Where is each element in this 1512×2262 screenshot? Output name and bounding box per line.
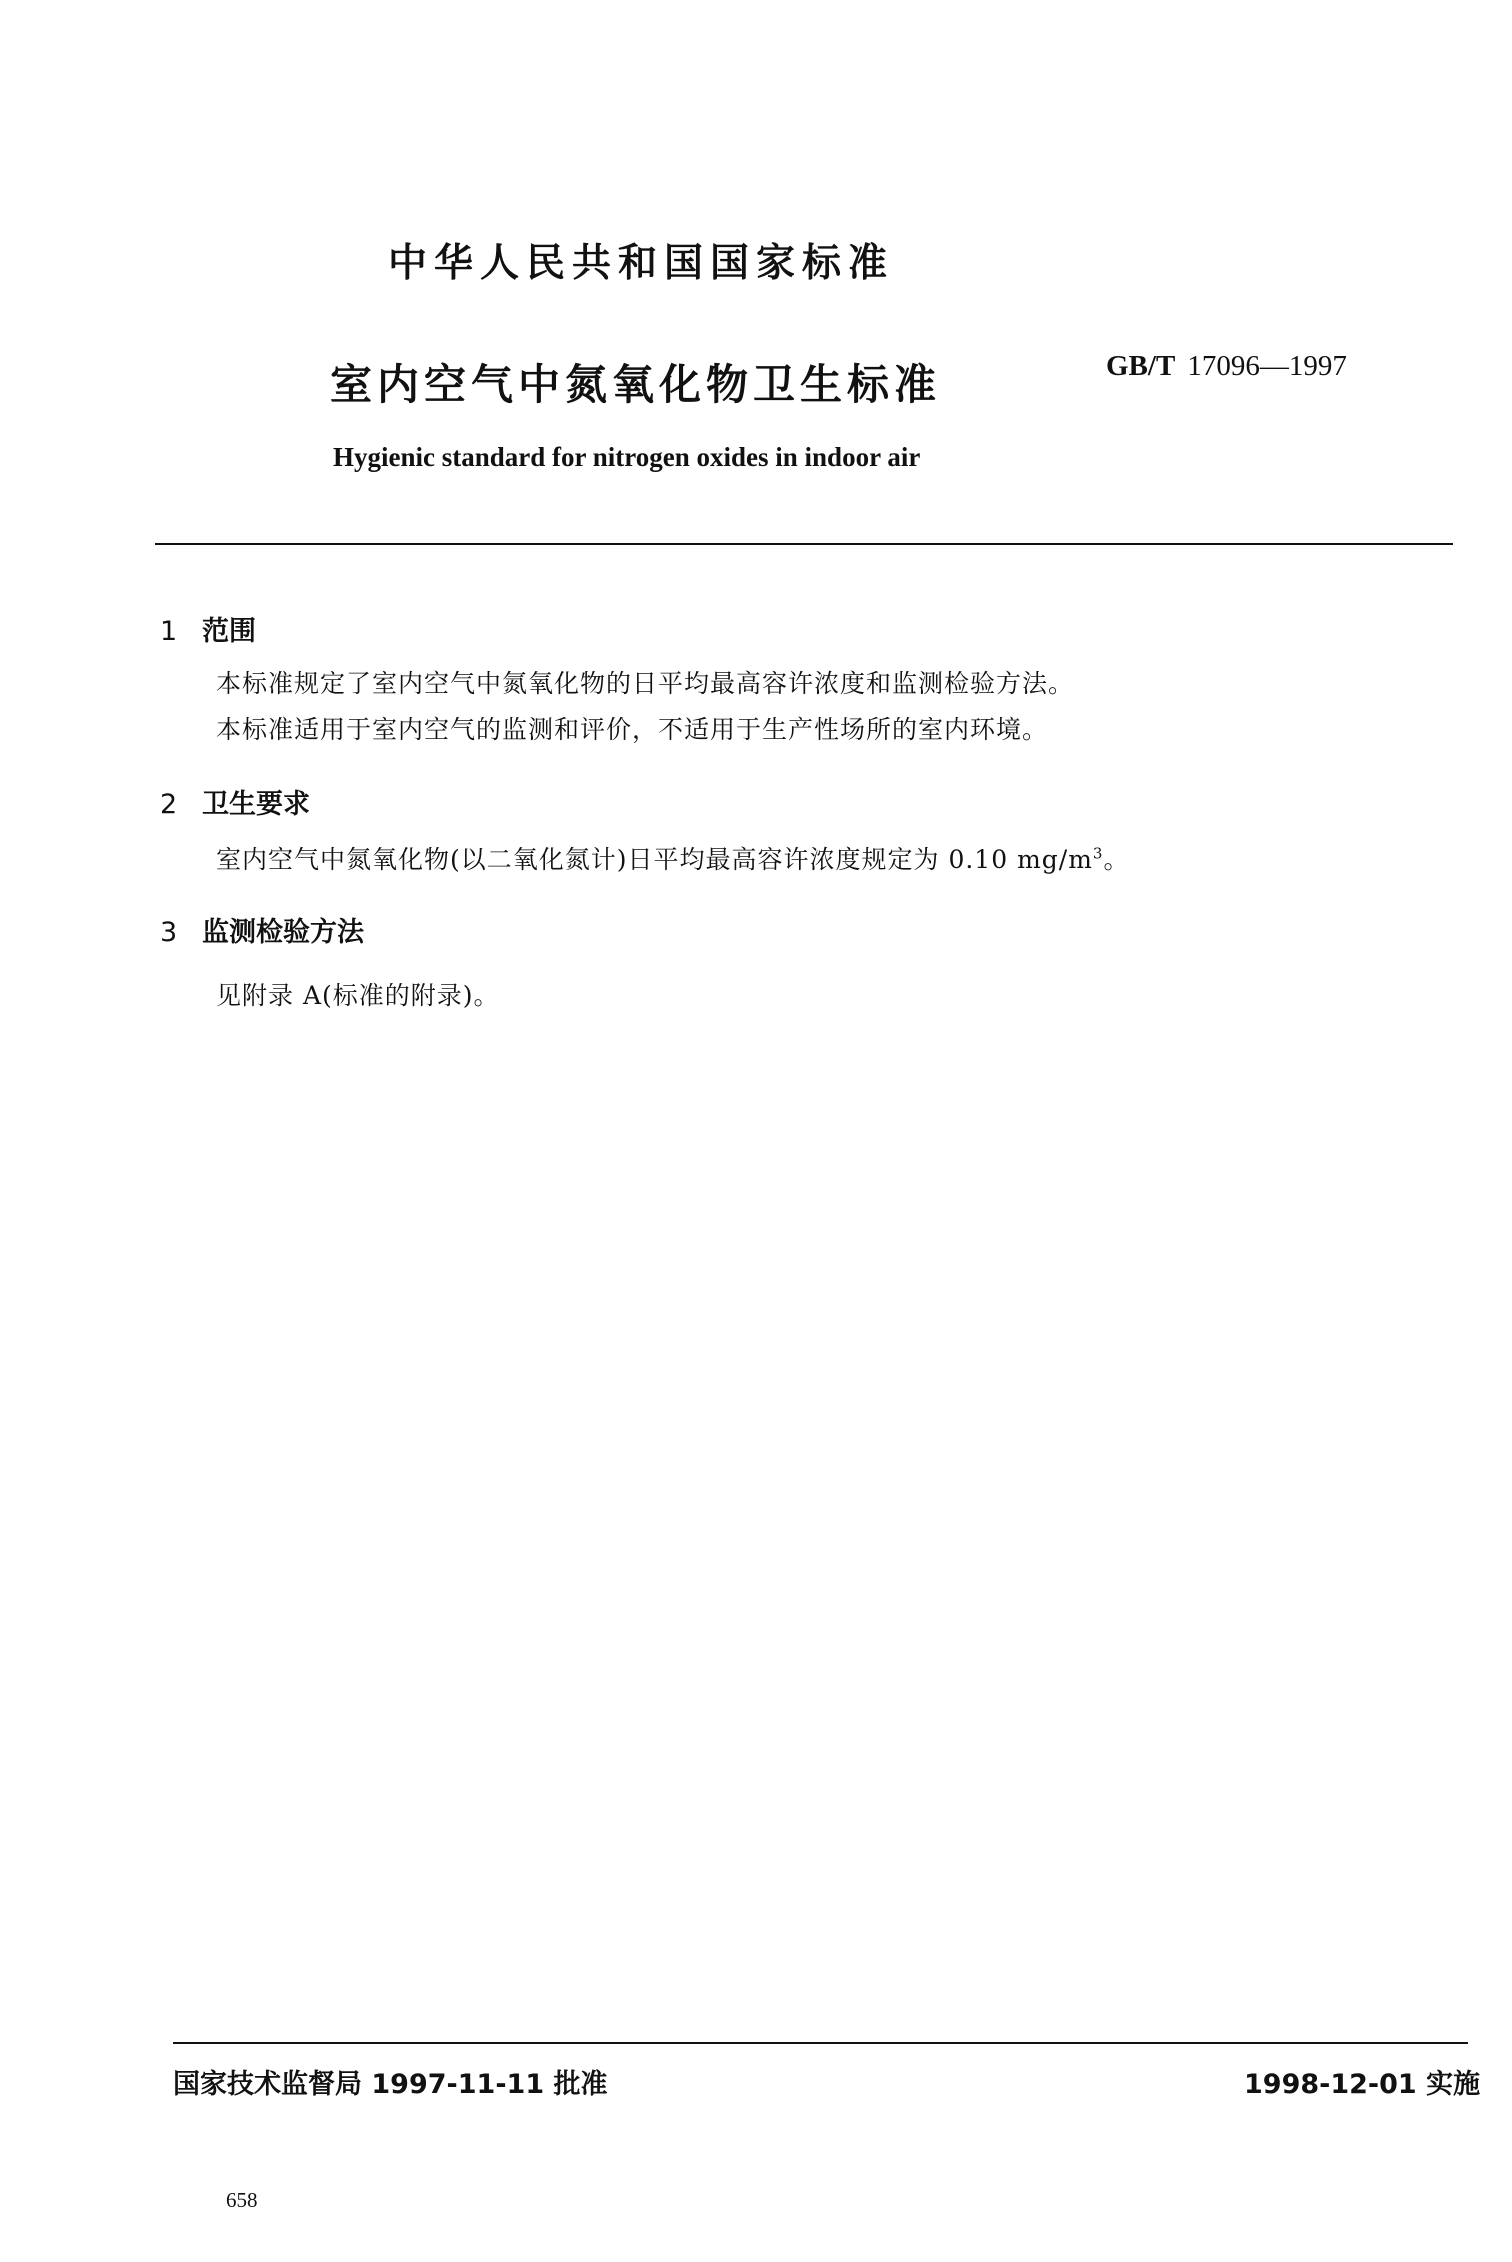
paragraph: 本标准适用于室内空气的监测和评价，不适用于生产性场所的室内环境。 [216, 715, 1049, 744]
standard-code-prefix: GB/T [1106, 350, 1176, 382]
section-title: 范围 [202, 616, 256, 647]
section-heading-methods [160, 910, 364, 949]
standard-code [1106, 350, 1347, 383]
paragraph-limit-value [216, 840, 1129, 876]
document-title: 室内空气中氮氧化物卫生标准 [330, 360, 942, 409]
header-divider [155, 543, 1453, 545]
english-title: Hygienic standard for nitrogen oxides in indoor air [333, 442, 921, 472]
footer-divider [173, 2042, 1468, 2044]
page-number: 658 [226, 2188, 258, 2212]
section-number: 2 [160, 789, 178, 820]
unit-exponent: 3 [1092, 844, 1104, 863]
section-title: 监测检验方法 [202, 917, 364, 948]
paragraph-text: 室内空气中氮氧化物(以二氧化氮计)日平均最高容许浓度规定为 0.10 mg/m [216, 845, 1093, 874]
section-heading-hygiene [160, 782, 310, 821]
section-number: 3 [160, 917, 178, 948]
section-number: 1 [160, 616, 178, 647]
paragraph-end: 。 [1103, 845, 1130, 874]
standard-code-number: 17096—1997 [1187, 350, 1347, 382]
approval-line: 国家技术监督局 1997-11-11 批准 [173, 2069, 608, 2100]
section-heading-scope [160, 609, 256, 648]
issuing-body: 中华人民共和国国家标准 [388, 241, 895, 286]
paragraph: 本标准规定了室内空气中氮氧化物的日平均最高容许浓度和监测检验方法。 [216, 669, 1075, 698]
section-title: 卫生要求 [202, 789, 310, 820]
paragraph: 见附录 A(标准的附录)。 [216, 981, 500, 1010]
implementation-date: 1998-12-01 实施 [1244, 2069, 1481, 2100]
